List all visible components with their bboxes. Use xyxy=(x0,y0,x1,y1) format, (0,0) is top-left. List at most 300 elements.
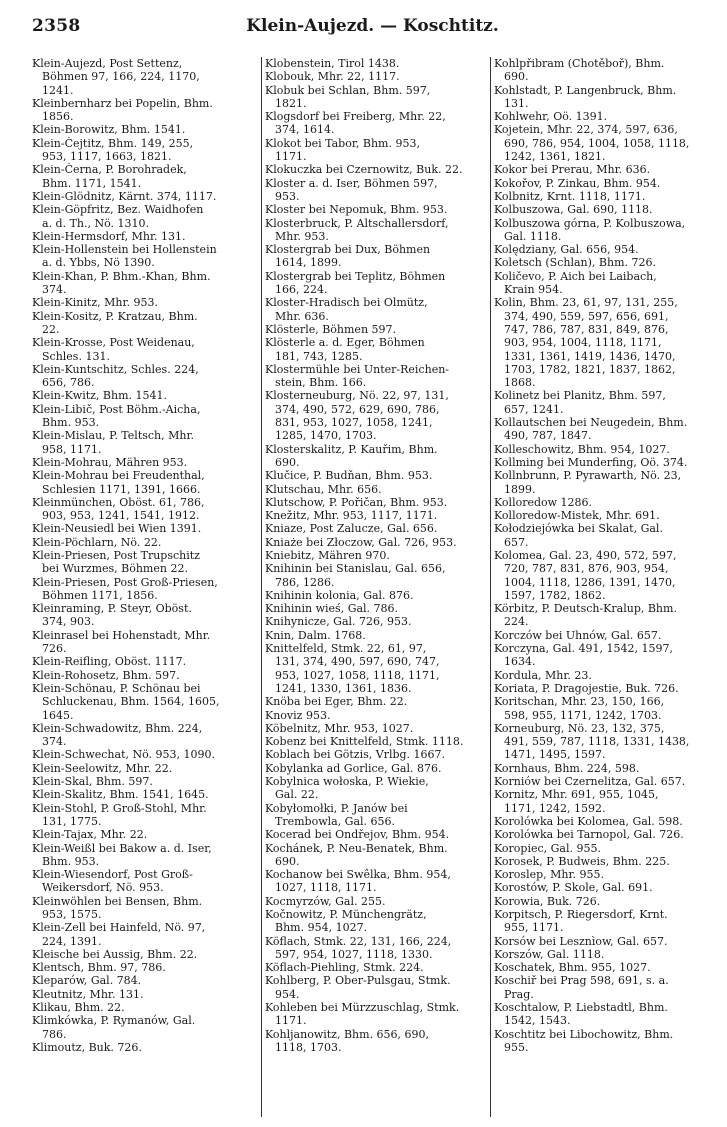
entry-continuation: 131, 1775. xyxy=(42,814,102,828)
index-entry xyxy=(32,1001,258,1014)
entry-continuation: 726. xyxy=(42,642,67,656)
entry-continuation: 958, 1171. xyxy=(42,442,102,456)
entry-line: Kobenz bei Knittelfeld, Stmk. 1118. xyxy=(265,735,464,749)
entry-line: Kniaze, Post Zalucze, Gal. 656. xyxy=(265,522,438,536)
entry-line: Klein-Krosse, Post Weidenau, xyxy=(32,336,195,350)
index-entry xyxy=(265,629,487,642)
entry-continuation: Bhm. 954, 1027. xyxy=(275,921,368,935)
index-entry xyxy=(265,722,487,735)
entry-line: Klein-Kinitz, Mhr. 953. xyxy=(32,296,158,310)
entry-line: Klimoutz, Buk. 726. xyxy=(32,1040,142,1054)
index-entry xyxy=(494,629,716,642)
entry-line: Korczyna, Gal. 491, 1542, 1597, xyxy=(494,642,673,656)
entry-line: Korostów, P. Skole, Gal. 691. xyxy=(494,881,653,895)
entry-line: Kleinraming, P. Steyr, Oböst. xyxy=(32,602,192,616)
entry-line: Kornitz, Mhr. 691, 955, 1045, xyxy=(494,788,659,802)
index-entry xyxy=(265,363,487,390)
entry-line: Klein-Priesen, Post Groß-Priesen, xyxy=(32,575,218,589)
entry-line: Klentsch, Bhm. 97, 786. xyxy=(32,961,166,975)
index-entry xyxy=(265,483,487,496)
entry-continuation: 597, 954, 1027, 1118, 1330. xyxy=(275,947,433,961)
index-entry xyxy=(494,177,716,190)
index-entry xyxy=(265,243,487,270)
entry-line: Kleutnitz, Mhr. 131. xyxy=(32,987,144,1001)
entry-line: Kokořov, P. Zinkau, Bhm. 954. xyxy=(494,176,661,190)
entry-line: Kolomea, Gal. 23, 490, 572, 597, xyxy=(494,548,677,562)
entry-continuation: 690. xyxy=(504,70,529,84)
entry-line: Klein-Reifling, Oböst. 1117. xyxy=(32,655,187,669)
entry-continuation: 1241, 1330, 1361, 1836. xyxy=(275,681,412,695)
index-entry xyxy=(265,522,487,535)
entry-line: Köbelnitz, Mhr. 953, 1027. xyxy=(265,721,414,735)
entry-continuation: 1597, 1782, 1862. xyxy=(504,588,606,602)
entry-continuation: 598, 955, 1171, 1242, 1703. xyxy=(504,708,662,722)
entry-line: Koletsch (Schlan), Bhm. 726. xyxy=(494,256,656,270)
entry-line: Klokuczka bei Czernowitz, Buk. 22. xyxy=(265,163,463,177)
index-entry xyxy=(32,762,258,775)
entry-line: Kobylanka ad Gorlice, Gal. 876. xyxy=(265,761,442,775)
index-entry xyxy=(265,735,487,748)
index-entry xyxy=(494,642,716,669)
entry-line: Klein-Khan, P. Bhm.-Khan, Bhm. xyxy=(32,269,211,283)
entry-continuation: 720, 787, 831, 876, 903, 954, xyxy=(504,562,669,576)
index-entry xyxy=(494,855,716,868)
entry-continuation: 181, 743, 1285. xyxy=(275,349,363,363)
index-entry xyxy=(265,895,487,908)
index-entry xyxy=(494,84,716,111)
index-entry xyxy=(32,243,258,270)
index-entry xyxy=(494,256,716,269)
entry-line: Kołodziejówka bei Skalat, Gal. xyxy=(494,522,663,536)
index-entry xyxy=(265,974,487,1001)
entry-line: Kobylnica wołoska, P. Wiekie, xyxy=(265,775,429,789)
entry-continuation: 1004, 1118, 1286, 1391, 1470, xyxy=(504,575,676,589)
entry-line: Kornhaus, Bhm. 224, 598. xyxy=(494,761,640,775)
index-entry xyxy=(265,389,487,442)
entry-line: Korowia, Buk. 726. xyxy=(494,894,601,908)
index-entry xyxy=(265,935,487,962)
index-entry xyxy=(494,57,716,84)
page-header xyxy=(32,12,713,40)
index-entry xyxy=(32,296,258,309)
index-entry xyxy=(32,429,258,456)
entry-continuation: 374. xyxy=(42,735,67,749)
index-entry xyxy=(32,203,258,230)
entry-continuation: 747, 786, 787, 831, 849, 876, xyxy=(504,322,669,336)
entry-line: Klikau, Bhm. 22. xyxy=(32,1001,125,1015)
index-entry xyxy=(32,123,258,136)
entry-continuation: 1899. xyxy=(504,482,536,496)
index-entry xyxy=(32,270,258,297)
index-column-1 xyxy=(32,57,258,1117)
entry-line: Kohlberg, P. Ober-Pulsgau, Stmk. xyxy=(265,974,451,988)
index-entry xyxy=(32,97,258,124)
entry-line: Klein-Hollenstein bei Hollenstein xyxy=(32,243,217,257)
index-entry xyxy=(494,522,716,549)
entry-line: Kordula, Mhr. 23. xyxy=(494,668,592,682)
entry-line: Klein-Schönau, P. Schönau bei xyxy=(32,681,201,695)
index-entry xyxy=(494,948,716,961)
index-entry xyxy=(494,722,716,762)
index-entry xyxy=(494,961,716,974)
entry-line: Kolloredow 1286. xyxy=(494,495,593,509)
index-entry xyxy=(32,57,258,97)
entry-continuation: 954. xyxy=(275,987,300,1001)
entry-line: Kleparów, Gal. 784. xyxy=(32,974,142,988)
index-entry xyxy=(265,137,487,164)
index-entry xyxy=(265,336,487,363)
entry-line: Kollnbrunn, P. Pyrawarth, Nö. 23, xyxy=(494,469,682,483)
entry-line: Klein-Skal, Bhm. 597. xyxy=(32,775,153,789)
index-entry xyxy=(32,921,258,948)
entry-continuation: 690. xyxy=(275,854,300,868)
page-number: 2358 xyxy=(32,16,81,36)
entry-continuation: 1242, 1361, 1821. xyxy=(504,150,606,164)
index-entry xyxy=(265,177,487,204)
entry-line: Klein-Schwechat, Nö. 953, 1090. xyxy=(32,748,216,762)
entry-continuation: 657. xyxy=(504,535,529,549)
entry-line: Klein-Priesen, Post Trupschitz xyxy=(32,548,200,562)
entry-line: Klein-Skalitz, Bhm. 1541, 1645. xyxy=(32,788,209,802)
entry-line: Klein-Kositz, P. Kratzau, Bhm. xyxy=(32,309,198,323)
entry-continuation: 1027, 1118, 1171. xyxy=(275,881,377,895)
entry-continuation: 1821. xyxy=(275,96,307,110)
entry-line: Klostermühle bei Unter-Reichen- xyxy=(265,362,450,376)
entry-continuation: 953, 1027, 1058, 1118, 1171, xyxy=(275,668,440,682)
index-entry xyxy=(494,842,716,855)
entry-line: Koroslep, Mhr. 955. xyxy=(494,868,605,882)
entry-line: Klein-Mohrau bei Freudenthal, xyxy=(32,469,205,483)
index-entry xyxy=(32,469,258,496)
index-entry xyxy=(494,203,716,216)
index-entry xyxy=(265,762,487,775)
index-entry xyxy=(265,203,487,216)
entry-line: Koritschan, Mhr. 23, 150, 166, xyxy=(494,695,665,709)
index-entry xyxy=(265,868,487,895)
entry-continuation: 22. xyxy=(42,322,60,336)
entry-line: Klogsdorf bei Freiberg, Mhr. 22, xyxy=(265,110,446,124)
index-entry xyxy=(265,748,487,761)
entry-line: Kolędziany, Gal. 656, 954. xyxy=(494,243,639,257)
entry-line: Kolbnitz, Krnt. 1118, 1171. xyxy=(494,189,646,203)
entry-line: Količevo, P. Aich bei Laibach, xyxy=(494,269,657,283)
index-entry xyxy=(494,695,716,722)
index-entry xyxy=(265,217,487,244)
index-entry xyxy=(265,536,487,549)
entry-continuation: 690, 786, 954, 1004, 1058, 1118, xyxy=(504,136,690,150)
entry-line: Kohljanowitz, Bhm. 656, 690, xyxy=(265,1027,430,1041)
entry-line: Knihinin wieś, Gal. 786. xyxy=(265,602,399,616)
index-entry xyxy=(32,868,258,895)
entry-line: Klein-Černa, P. Borohradek, xyxy=(32,163,187,177)
index-entry xyxy=(32,722,258,749)
entry-line: Kleinrasel bei Hohenstadt, Mhr. xyxy=(32,628,211,642)
index-entry xyxy=(32,602,258,629)
index-entry xyxy=(494,868,716,881)
entry-line: Kochánek, P. Neu-Benatek, Bhm. xyxy=(265,841,448,855)
index-entry xyxy=(265,615,487,628)
entry-continuation: Prag. xyxy=(504,987,534,1001)
index-entry xyxy=(32,536,258,549)
entry-line: Klein-Schwadowitz, Bhm. 224, xyxy=(32,721,203,735)
entry-line: Korpitsch, P. Riegersdorf, Krnt. xyxy=(494,908,668,921)
index-entry xyxy=(265,602,487,615)
index-entry xyxy=(32,310,258,337)
entry-continuation: 831, 953, 1027, 1058, 1241, xyxy=(275,416,433,430)
index-entry xyxy=(494,935,716,948)
index-entry xyxy=(494,762,716,775)
index-entry xyxy=(265,1001,487,1028)
index-entry xyxy=(265,709,487,722)
index-entry xyxy=(265,509,487,522)
entry-continuation: Mhr. 636. xyxy=(275,309,329,323)
entry-continuation: 657, 1241. xyxy=(504,402,564,416)
entry-continuation: bei Wurzmes, Böhmen 22. xyxy=(42,562,188,576)
entry-line: Klein-Glödnitz, Kärnt. 374, 1117. xyxy=(32,189,217,203)
entry-continuation: 955. xyxy=(504,1040,529,1054)
index-entry xyxy=(32,363,258,390)
index-entry xyxy=(494,443,716,456)
index-entry xyxy=(32,1041,258,1054)
entry-line: Klein-Weißl bei Bakow a. d. Iser, xyxy=(32,841,212,855)
entry-continuation: Gal. 1118. xyxy=(504,229,562,243)
entry-line: Koriata, P. Dragojestie, Buk. 726. xyxy=(494,681,679,695)
entry-continuation: Mhr. 953. xyxy=(275,229,329,243)
index-entry xyxy=(32,230,258,243)
index-entry xyxy=(494,110,716,123)
index-entry xyxy=(32,988,258,1001)
index-entry xyxy=(494,456,716,469)
entry-line: Korneuburg, Nö. 23, 132, 375, xyxy=(494,721,665,735)
entry-line: Knihynicze, Gal. 726, 953. xyxy=(265,615,412,629)
index-entry xyxy=(494,1028,716,1055)
entry-continuation: Bhm. 953. xyxy=(42,416,100,430)
entry-line: Kloster a. d. Iser, Böhmen 597, xyxy=(265,176,438,190)
index-entry xyxy=(32,456,258,469)
index-entry xyxy=(494,469,716,496)
index-columns xyxy=(32,57,716,1117)
index-entry xyxy=(494,775,716,788)
entry-line: Koschiř bei Prag 598, 691, s. a. xyxy=(494,974,669,988)
entry-line: Klein-Kuntschitz, Schles. 224, xyxy=(32,362,199,376)
index-entry xyxy=(265,270,487,297)
entry-line: Kniaże bei Złoczow, Gal. 726, 953. xyxy=(265,535,457,549)
entry-continuation: 374, 1614. xyxy=(275,123,335,137)
entry-line: Kolloredow-Mistek, Mhr. 691. xyxy=(494,509,660,523)
index-entry xyxy=(32,828,258,841)
entry-line: Korsów bei Lesznìow, Gal. 657. xyxy=(494,934,668,948)
index-entry xyxy=(494,270,716,297)
entry-line: Klutschow, P. Pořičan, Bhm. 953. xyxy=(265,495,448,509)
entry-line: Kohlwehr, Oö. 1391. xyxy=(494,110,608,124)
index-entry xyxy=(494,549,716,602)
entry-line: Klein-Rohosetz, Bhm. 597. xyxy=(32,668,180,682)
index-entry xyxy=(265,1028,487,1055)
entry-continuation: 1285, 1470, 1703. xyxy=(275,429,377,443)
entry-line: Klein-Göpfritz, Bez. Waidhofen xyxy=(32,203,204,217)
index-entry xyxy=(32,137,258,164)
entry-line: Korczów bei Uhnów, Gal. 657. xyxy=(494,628,662,642)
index-entry xyxy=(494,190,716,203)
entry-line: Koschatek, Bhm. 955, 1027. xyxy=(494,961,651,975)
index-entry xyxy=(494,217,716,244)
entry-line: Klein-Stohl, P. Groß-Stohl, Mhr. xyxy=(32,801,207,815)
index-entry xyxy=(32,496,258,523)
entry-line: Klein-Seelowitz, Mhr. 22. xyxy=(32,761,173,775)
entry-line: Knöba bei Eger, Bhm. 22. xyxy=(265,695,408,709)
entry-line: Korolówka bei Tarnopol, Gal. 726. xyxy=(494,828,684,842)
entry-line: Klein-Kwitz, Bhm. 1541. xyxy=(32,389,168,403)
entry-line: Klein-Zell bei Hainfeld, Nö. 97, xyxy=(32,921,206,935)
index-entry xyxy=(494,788,716,815)
entry-line: Klimkówka, P. Rymanów, Gal. xyxy=(32,1014,196,1028)
entry-continuation: 166, 224. xyxy=(275,283,328,297)
entry-line: Klein-Libič, Post Böhm.-Aicha, xyxy=(32,402,201,416)
entry-continuation: 656, 786. xyxy=(42,376,95,390)
entry-continuation: 491, 559, 787, 1118, 1331, 1438, xyxy=(504,735,690,749)
entry-line: Klobenstein, Tirol 1438. xyxy=(265,57,400,70)
index-entry xyxy=(494,296,716,389)
index-entry xyxy=(32,163,258,190)
index-entry xyxy=(494,416,716,443)
entry-continuation: Weikersdorf, Nö. 953. xyxy=(42,881,164,895)
entry-line: Koropiec, Gal. 955. xyxy=(494,841,601,855)
index-entry xyxy=(494,669,716,682)
entry-continuation: 490, 787, 1847. xyxy=(504,429,592,443)
index-column-2 xyxy=(261,57,487,1117)
index-entry xyxy=(32,336,258,363)
entry-continuation: 1331, 1361, 1419, 1436, 1470, xyxy=(504,349,676,363)
entry-continuation: 953. xyxy=(275,189,300,203)
index-entry xyxy=(32,775,258,788)
entry-line: Koschtitz bei Libochowitz, Bhm. xyxy=(494,1027,674,1041)
index-entry xyxy=(265,469,487,482)
index-entry xyxy=(265,549,487,562)
entry-line: Klein-Mohrau, Mähren 953. xyxy=(32,455,188,469)
index-entry xyxy=(32,802,258,829)
entry-continuation: 1171, 1242, 1592. xyxy=(504,801,606,815)
entry-line: Koblach bei Götzis, Vrlbg. 1667. xyxy=(265,748,446,762)
entry-line: Korniów bei Czernelitza, Gal. 657. xyxy=(494,775,686,789)
entry-line: Klein-Aujezd, Post Settenz, xyxy=(32,57,183,70)
index-entry xyxy=(494,496,716,509)
entry-line: Knihinin bei Stanislau, Gal. 656, xyxy=(265,562,446,576)
index-entry xyxy=(32,1014,258,1041)
entry-line: Kolleschowitz, Bhm. 954, 1027. xyxy=(494,442,670,456)
entry-line: Klein-Mislau, P. Teltsch, Mhr. xyxy=(32,429,195,443)
entry-continuation: 953, 1117, 1663, 1821. xyxy=(42,150,172,164)
entry-line: Korosek, P. Budweis, Bhm. 225. xyxy=(494,854,670,868)
index-entry xyxy=(32,403,258,430)
entry-continuation: 903, 954, 1004, 1118, 1171, xyxy=(504,336,662,350)
index-entry xyxy=(32,389,258,402)
index-entry xyxy=(32,576,258,603)
entry-line: Köflach, Stmk. 22, 131, 166, 224, xyxy=(265,934,452,948)
entry-continuation: 1634. xyxy=(504,655,536,669)
index-entry xyxy=(32,974,258,987)
index-entry xyxy=(265,961,487,974)
entry-continuation: 1645. xyxy=(42,708,74,722)
index-entry xyxy=(32,842,258,869)
index-entry xyxy=(32,948,258,961)
entry-continuation: Trembowla, Gal. 656. xyxy=(275,814,396,828)
entry-continuation: Krain 954. xyxy=(504,283,563,297)
running-title: Klein-Aujezd. — Koschtitz. xyxy=(246,16,499,36)
entry-continuation: 1118, 1703. xyxy=(275,1040,342,1054)
index-entry xyxy=(265,589,487,602)
entry-line: Köflach-Piehling, Stmk. 224. xyxy=(265,961,424,975)
entry-line: Kloster bei Nepomuk, Bhm. 953. xyxy=(265,203,448,217)
entry-line: Klobuk bei Schlan, Bhm. 597, xyxy=(265,83,431,97)
entry-line: Kollming bei Munderfing, Oö. 374. xyxy=(494,455,688,469)
entry-line: Kleische bei Aussig, Bhm. 22. xyxy=(32,947,198,961)
index-entry xyxy=(265,496,487,509)
entry-continuation: Schlesien 1171, 1391, 1666. xyxy=(42,482,201,496)
entry-line: Knoviz 953. xyxy=(265,708,331,722)
entry-continuation: 1171. xyxy=(275,1014,307,1028)
entry-continuation: 1856. xyxy=(42,110,74,124)
index-entry xyxy=(494,243,716,256)
index-entry xyxy=(265,110,487,137)
index-entry xyxy=(265,828,487,841)
index-entry xyxy=(265,842,487,869)
index-entry xyxy=(494,881,716,894)
entry-continuation: 224. xyxy=(504,615,529,629)
entry-line: Kohlstadt, P. Langenbruck, Bhm. xyxy=(494,83,677,97)
entry-continuation: 374. xyxy=(42,283,67,297)
index-entry xyxy=(494,828,716,841)
index-entry xyxy=(494,908,716,935)
entry-line: Klobouk, Mhr. 22, 1117. xyxy=(265,70,400,84)
index-entry xyxy=(265,323,487,336)
index-entry xyxy=(32,895,258,922)
entry-continuation: 374, 490, 572, 629, 690, 786, xyxy=(275,402,440,416)
index-entry xyxy=(494,815,716,828)
entry-continuation: Gal. 22. xyxy=(275,788,319,802)
index-entry xyxy=(265,84,487,111)
entry-line: Klein-Hermsdorf, Mhr. 131. xyxy=(32,229,186,243)
entry-line: Kobyłomołki, P. Janów bei xyxy=(265,801,408,815)
index-entry xyxy=(265,695,487,708)
entry-continuation: Böhmen 97, 166, 224, 1170, xyxy=(42,70,200,84)
entry-line: Kolinetz bei Planitz, Bhm. 597, xyxy=(494,389,666,403)
entry-line: Kojetein, Mhr. 22, 374, 597, 636, xyxy=(494,123,678,137)
entry-line: Knittelfeld, Stmk. 22, 61, 97, xyxy=(265,642,427,656)
entry-line: Korszów, Gal. 1118. xyxy=(494,947,605,961)
entry-continuation: 131. xyxy=(504,96,529,110)
index-entry xyxy=(265,775,487,802)
entry-continuation: Bhm. 953. xyxy=(42,854,100,868)
entry-line: Klostergrab bei Teplitz, Böhmen xyxy=(265,269,446,283)
index-entry xyxy=(265,802,487,829)
entry-line: Kleinwöhlen bei Bensen, Bhm. xyxy=(32,894,203,908)
entry-continuation: 374, 490, 559, 597, 656, 691, xyxy=(504,309,669,323)
entry-line: Koschtalow, P. Liebstadtl, Bhm. xyxy=(494,1001,668,1015)
entry-continuation: 1542, 1543. xyxy=(504,1014,571,1028)
index-entry xyxy=(494,389,716,416)
index-entry xyxy=(32,629,258,656)
index-entry xyxy=(265,163,487,176)
entry-line: Kolbuszowa górna, P. Kolbuszowa, xyxy=(494,216,686,230)
index-entry xyxy=(265,562,487,589)
index-entry xyxy=(494,509,716,522)
entry-continuation: a. d. Th., Nö. 1310. xyxy=(42,216,150,230)
entry-continuation: stein, Bhm. 166. xyxy=(275,376,367,390)
entry-continuation: a. d. Ybbs, Nö 1390. xyxy=(42,256,155,270)
entry-line: Klutschau, Mhr. 656. xyxy=(265,482,382,496)
entry-line: Knežitz, Mhr. 953, 1117, 1171. xyxy=(265,509,438,523)
entry-continuation: 903, 953, 1241, 1541, 1912. xyxy=(42,509,200,523)
